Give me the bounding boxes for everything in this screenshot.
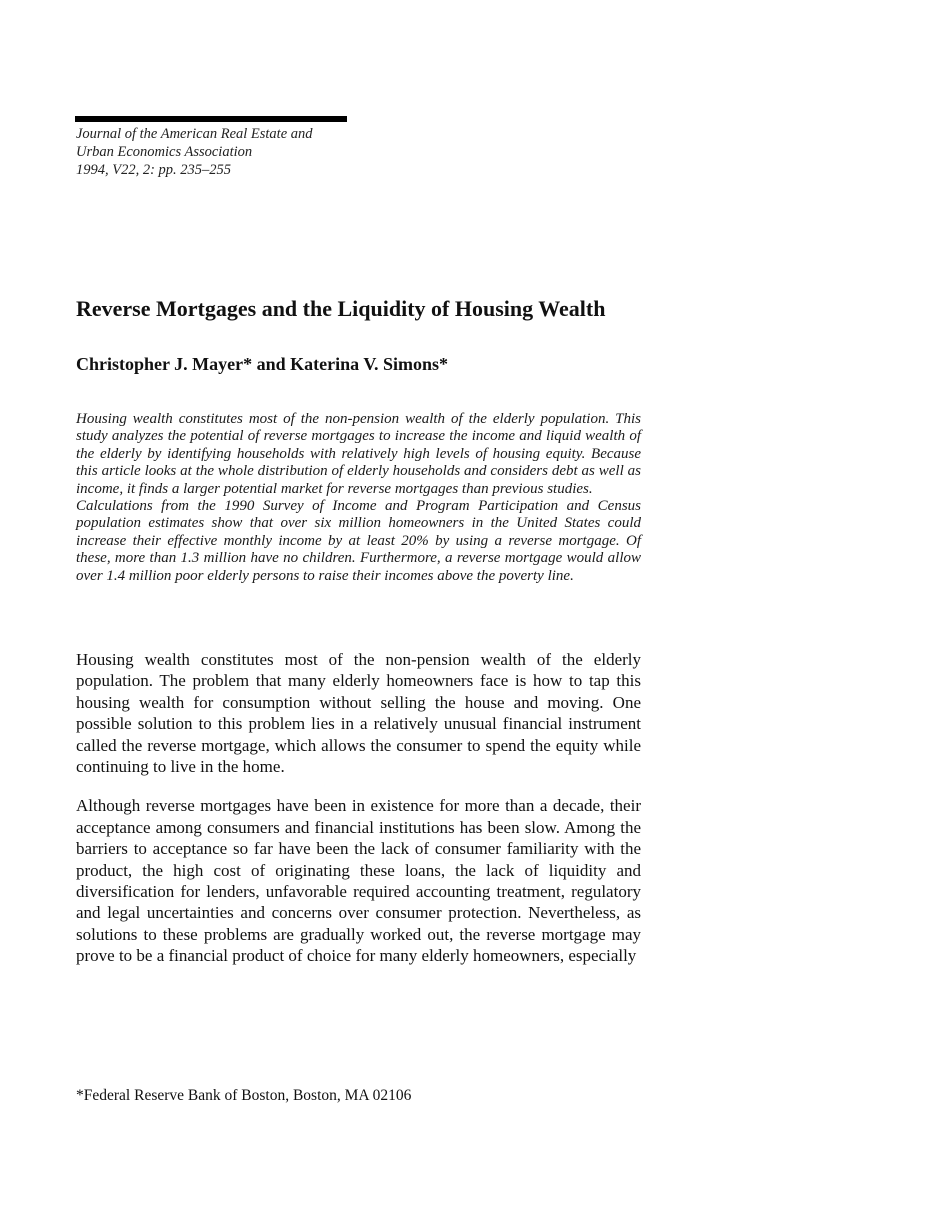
abstract bbox=[76, 411, 641, 585]
article-title: Reverse Mortgages and the Liquidity of Housing Wealth bbox=[76, 296, 606, 321]
body-paragraph-1: Housing wealth constitutes most of the non-pension wealth of the elderly population. The problem that many elderly homeowners face is how to tap this housing wealth for consumption without selling the house and moving. One possible solution to this problem lies in a relatively unusual financial instrument called the reverse mortgage, which allows the consumer to spend the equity while continuing to live in the home. bbox=[76, 650, 641, 777]
journal-volume-pages: 1994, V22, 2: pp. 235–255 bbox=[76, 162, 232, 178]
journal-name-line-2: Urban Economics Association bbox=[76, 144, 253, 160]
author-affiliation-footnote: *Federal Reserve Bank of Boston, Boston, MA 02106 bbox=[76, 1087, 412, 1104]
article-authors: Christopher J. Mayer* and Katerina V. Simons* bbox=[76, 354, 449, 374]
journal-name-line-1: Journal of the American Real Estate and bbox=[76, 126, 313, 142]
journal-header-rule bbox=[75, 116, 347, 122]
journal-citation bbox=[76, 125, 313, 179]
abstract-paragraph-2: Calculations from the 1990 Survey of Income and Program Participation and Census population estimates show that over six million homeowners in the United States could increase their effective monthly income by at least 20% by using a reverse mortgage. Of these, more than 1.3 million have no children. Furthermore, a reverse mortgage would allow over 1.4 million poor elderly persons to raise their incomes above the poverty line. bbox=[76, 498, 641, 584]
abstract-paragraph-1: Housing wealth constitutes most of the non-pension wealth of the elderly population. This study analyzes the potential of reverse mortgages to increase the income and liquid wealth of the elderly by identifying households with relatively high levels of housing equity. Because this article looks at the whole distribution of elderly households and considers debt as well as income, it finds a larger potential market for reverse mortgages than previous studies. bbox=[76, 411, 641, 497]
article-body bbox=[76, 649, 641, 985]
body-paragraph-2: Although reverse mortgages have been in existence for more than a decade, their acceptance among consumers and financial institutions has been slow. Among the barriers to acceptance so far have been the lack of consumer familiarity with the product, the high cost of originating these loans, the lack of liquidity and diversification for lenders, unfavorable required accounting treatment, regulatory and legal uncertainties and concerns over consumer protection. Nevertheless, as solutions to these problems are gradually worked out, the reverse mortgage may prove to be a financial product of choice for many elderly homeowners, especially bbox=[76, 796, 641, 966]
